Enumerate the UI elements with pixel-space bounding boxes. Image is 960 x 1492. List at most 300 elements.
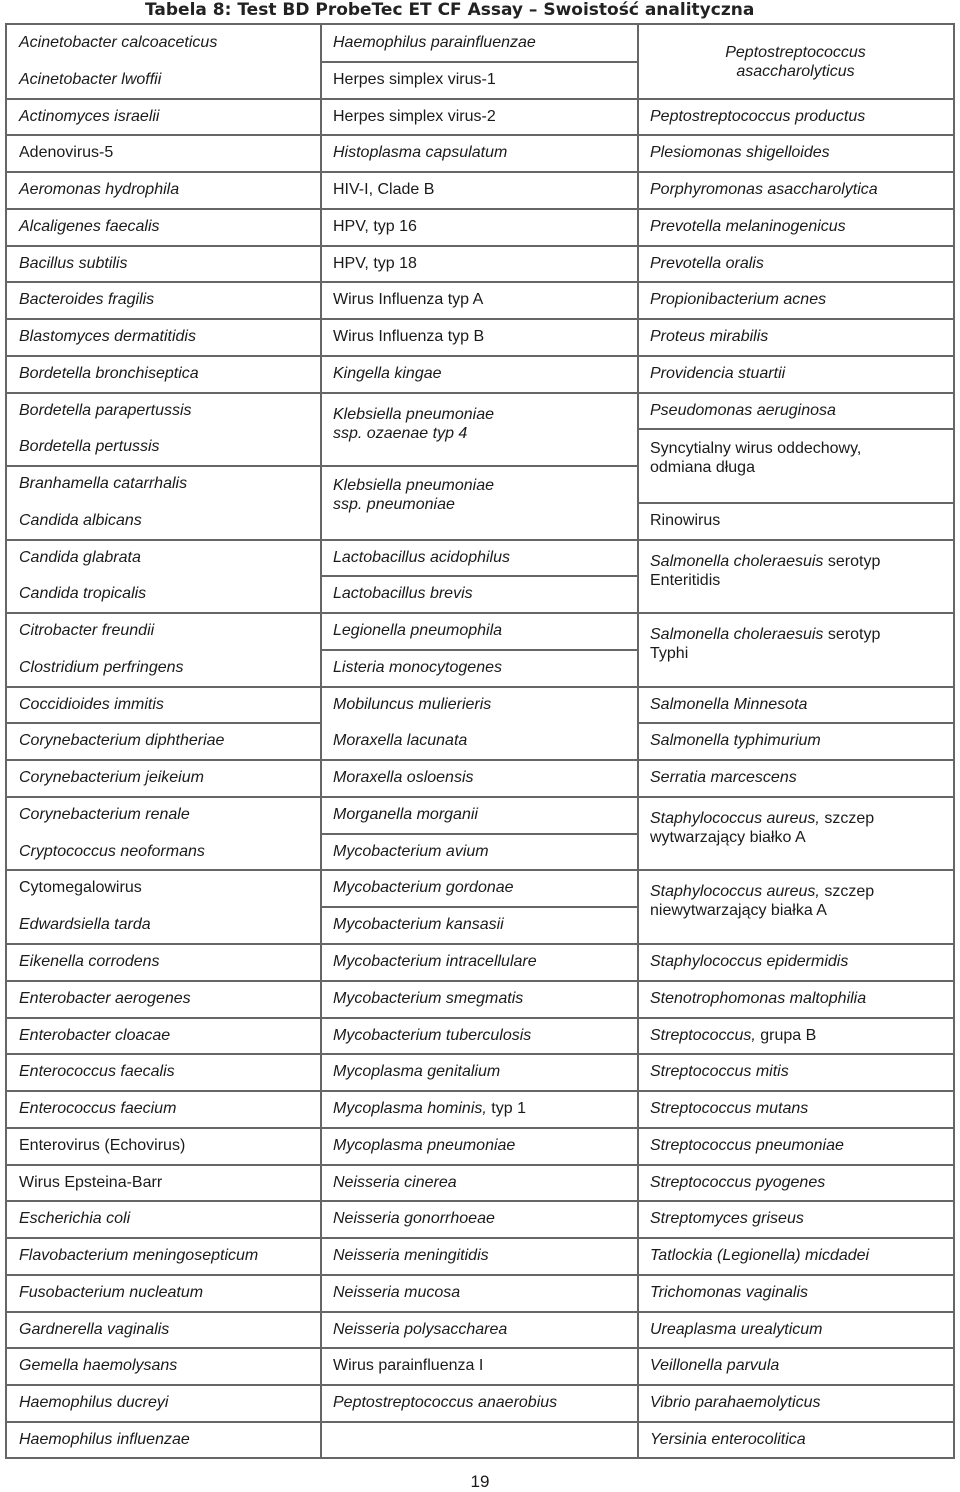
cell-text: Typhi — [650, 645, 689, 662]
organism-cell — [7, 1275, 321, 1312]
organism-cell — [321, 1091, 638, 1128]
cell-text: niewytwarzający białka A — [650, 902, 827, 919]
organism-cell — [638, 503, 953, 540]
cell-text: Branhamella catarrhalis — [19, 475, 188, 492]
organism-cell — [7, 172, 321, 209]
table-rule — [321, 245, 638, 247]
organism-cell — [7, 1128, 321, 1165]
table-rule — [7, 869, 321, 871]
organism-cell — [638, 540, 953, 613]
cell-text: szczep — [824, 883, 875, 900]
organism-cell — [638, 172, 953, 209]
cell-text: Gemella haemolysans — [19, 1357, 178, 1374]
organism-cell — [321, 1165, 638, 1201]
cell-text: Salmonella choleraesuis — [650, 553, 824, 570]
cell-text: Porphyromonas asaccharolytica — [650, 181, 878, 198]
organism-cell — [321, 393, 638, 466]
organism-cell — [7, 503, 321, 540]
table-rule — [7, 318, 321, 320]
table-rule — [321, 1311, 638, 1313]
cell-text: Salmonella typhimurium — [650, 732, 821, 749]
organism-cell — [321, 135, 638, 172]
organism-cell — [321, 1385, 638, 1422]
cell-text: Streptococcus pneumoniae — [650, 1137, 844, 1154]
organism-cell — [638, 944, 953, 981]
cell-text: serotyp — [827, 626, 881, 643]
cell-text: Staphylococcus aureus, — [650, 810, 820, 827]
cell-text: typ 1 — [491, 1100, 526, 1117]
organism-cell — [7, 319, 321, 356]
table-rule — [7, 759, 321, 761]
table-rule — [638, 502, 953, 504]
table-rule — [321, 649, 638, 651]
organism-cell — [321, 613, 638, 650]
table-rule — [321, 1421, 638, 1423]
organism-cell — [638, 1275, 953, 1312]
organism-cell — [321, 466, 638, 540]
cell-text: Candida tropicalis — [19, 585, 147, 602]
table-rule — [7, 465, 321, 467]
cell-text: Alcaligenes faecalis — [19, 218, 160, 235]
table-rule — [321, 575, 638, 577]
organism-cell — [7, 797, 321, 834]
cell-text: Blastomyces dermatitidis — [19, 328, 196, 345]
table-rule — [7, 1164, 321, 1166]
cell-text: Streptococcus mitis — [650, 1063, 789, 1080]
organism-cell — [7, 1054, 321, 1091]
table-rule — [7, 612, 321, 614]
cell-text: Mycobacterium avium — [333, 843, 489, 860]
cell-text: Plesiomonas shigelloides — [650, 144, 830, 161]
cell-text: Peptostreptococcus — [725, 44, 866, 61]
organism-cell — [638, 760, 953, 797]
organism-cell — [7, 687, 321, 723]
cell-text: Lactobacillus acidophilus — [333, 549, 510, 566]
table-rule — [321, 686, 638, 688]
cell-text: Prevotella melaninogenicus — [650, 218, 846, 235]
organism-cell — [7, 870, 321, 907]
table-rule — [7, 171, 321, 173]
cell-text: Enterovirus (Echovirus) — [19, 1137, 186, 1154]
cell-text: Veillonella parvula — [650, 1357, 780, 1374]
cell-text: Haemophilus influenzae — [19, 1431, 190, 1448]
cell-text: Mycobacterium smegmatis — [333, 990, 524, 1007]
table-rule — [321, 759, 638, 761]
organism-cell — [7, 466, 321, 503]
table-rule — [638, 1200, 953, 1202]
table-rule — [638, 1053, 953, 1055]
organism-cell — [7, 650, 321, 687]
table-rule — [7, 1053, 321, 1055]
organism-cell — [321, 356, 638, 393]
table-rule — [321, 1237, 638, 1239]
cell-text: Candida albicans — [19, 512, 142, 529]
cell-text: Clostridium perfringens — [19, 659, 184, 676]
cell-text: Enterococcus faecium — [19, 1100, 177, 1117]
specificity-table — [5, 23, 955, 1459]
cell-text: Bordetella bronchiseptica — [19, 365, 199, 382]
table-rule — [7, 1347, 321, 1349]
organism-cell — [321, 540, 638, 576]
organism-cell — [7, 1018, 321, 1054]
cell-text: Mycobacterium tuberculosis — [333, 1027, 532, 1044]
table-rule — [638, 1164, 953, 1166]
table-rule — [638, 1274, 953, 1276]
table-rule — [321, 98, 638, 100]
cell-text: Mycobacterium intracellulare — [333, 953, 537, 970]
page-number: 19 — [470, 1472, 490, 1491]
cell-text: Streptomyces griseus — [650, 1210, 804, 1227]
organism-cell — [321, 576, 638, 613]
cell-text: Neisseria cinerea — [333, 1174, 457, 1191]
organism-cell — [7, 723, 321, 760]
organism-cell — [7, 1348, 321, 1385]
cell-text: Pseudomonas aeruginosa — [650, 402, 836, 419]
cell-text: Salmonella Minnesota — [650, 696, 808, 713]
cell-text: Corynebacterium renale — [19, 806, 190, 823]
table-rule — [638, 171, 953, 173]
cell-text: Staphylococcus epidermidis — [650, 953, 849, 970]
cell-text: Corynebacterium diphtheriae — [19, 732, 225, 749]
cell-text: Vibrio parahaemolyticus — [650, 1394, 821, 1411]
table-rule — [320, 25, 322, 1457]
cell-text: Acinetobacter lwoffii — [19, 71, 162, 88]
table-rule — [638, 98, 953, 100]
cell-text: Eikenella corrodens — [19, 953, 160, 970]
cell-text: Legionella pneumophila — [333, 622, 503, 639]
organism-cell — [638, 1054, 953, 1091]
cell-text: Klebsiella pneumoniae — [333, 477, 494, 494]
table-rule — [321, 1274, 638, 1276]
cell-text: Rinowirus — [650, 512, 721, 529]
organism-cell — [7, 356, 321, 393]
table-rule — [638, 392, 953, 394]
table-rule — [7, 1237, 321, 1239]
cell-text: Wirus parainfluenza I — [333, 1357, 484, 1374]
organism-cell — [638, 356, 953, 393]
table-rule — [7, 98, 321, 100]
organism-cell — [638, 1128, 953, 1165]
table-rule — [7, 980, 321, 982]
cell-text: ssp. ozaenae typ 4 — [333, 425, 468, 442]
table-rule — [7, 796, 321, 798]
table-rule — [7, 281, 321, 283]
cell-text: Enteritidis — [650, 572, 721, 589]
organism-cell — [638, 135, 953, 172]
cell-text: Syncytialny wirus oddechowy, — [650, 440, 862, 457]
organism-cell — [638, 687, 953, 723]
cell-text: Mycoplasma genitalium — [333, 1063, 501, 1080]
table-rule — [638, 428, 953, 430]
cell-text: Mycoplasma hominis, — [333, 1100, 487, 1117]
table-rule — [638, 1127, 953, 1129]
table-rule — [638, 134, 953, 136]
table-rule — [321, 1017, 638, 1019]
cell-text: Salmonella choleraesuis — [650, 626, 824, 643]
table-rule — [7, 1384, 321, 1386]
organism-cell — [638, 1422, 953, 1459]
cell-text: Prevotella oralis — [650, 255, 764, 272]
organism-cell — [321, 797, 638, 834]
organism-cell — [7, 282, 321, 319]
organism-cell — [7, 1238, 321, 1275]
cell-text: Klebsiella pneumoniae — [333, 406, 494, 423]
table-rule — [638, 208, 953, 210]
cell-text: Lactobacillus brevis — [333, 585, 473, 602]
cell-text: Actinomyces israelii — [19, 108, 160, 125]
cell-text: Acinetobacter calcoaceticus — [19, 34, 218, 51]
cell-text: Edwardsiella tarda — [19, 916, 151, 933]
organism-cell — [321, 1201, 638, 1238]
table-rule — [7, 539, 321, 541]
cell-text: HPV, typ 18 — [333, 255, 417, 272]
organism-cell — [7, 907, 321, 944]
organism-cell — [7, 540, 321, 576]
table-rule — [321, 869, 638, 871]
organism-cell — [638, 1091, 953, 1128]
table-rule — [321, 539, 638, 541]
table-rule — [637, 25, 639, 1457]
table-rule — [7, 355, 321, 357]
cell-text: Adenovirus-5 — [19, 144, 114, 161]
organism-cell — [638, 1238, 953, 1275]
organism-cell — [321, 1238, 638, 1275]
organism-cell — [321, 1312, 638, 1348]
cell-text: Proteus mirabilis — [650, 328, 769, 345]
organism-cell — [321, 25, 638, 62]
table-rule — [7, 943, 321, 945]
cell-text: grupa B — [760, 1027, 817, 1044]
organism-cell — [7, 209, 321, 246]
cell-text: Cytomegalowirus — [19, 879, 142, 896]
organism-cell — [321, 723, 638, 760]
table-rule — [638, 318, 953, 320]
table-rule — [321, 1200, 638, 1202]
table-rule — [321, 1090, 638, 1092]
organism-cell — [638, 1201, 953, 1238]
table-rule — [321, 1384, 638, 1386]
table-rule — [7, 1127, 321, 1129]
organism-cell — [638, 393, 953, 429]
organism-cell — [7, 613, 321, 650]
organism-cell — [321, 99, 638, 135]
organism-cell — [321, 246, 638, 282]
cell-text: Bordetella parapertussis — [19, 402, 192, 419]
cell-text: Herpes simplex virus-2 — [333, 108, 496, 125]
cell-text: Herpes simplex virus-1 — [333, 71, 496, 88]
table-rule — [638, 355, 953, 357]
table-rule — [7, 1200, 321, 1202]
cell-text: Propionibacterium acnes — [650, 291, 827, 308]
table-rule — [638, 686, 953, 688]
organism-cell — [638, 1348, 953, 1385]
cell-text: Moraxella osloensis — [333, 769, 474, 786]
organism-cell — [638, 613, 953, 687]
organism-cell — [638, 797, 953, 870]
table-rule — [7, 1311, 321, 1313]
table-rule — [638, 1347, 953, 1349]
organism-cell — [321, 172, 638, 209]
table-rule — [321, 943, 638, 945]
cell-text: Mobiluncus mulierieris — [333, 696, 492, 713]
cell-text: Streptococcus mutans — [650, 1100, 809, 1117]
cell-text: Aeromonas hydrophila — [19, 181, 180, 198]
cell-text: Histoplasma capsulatum — [333, 144, 508, 161]
table-rule — [7, 392, 321, 394]
table-rule — [321, 1053, 638, 1055]
table-rule — [321, 465, 638, 467]
table-rule — [321, 134, 638, 136]
cell-text: Peptostreptococcus anaerobius — [333, 1394, 558, 1411]
cell-text: Corynebacterium jeikeium — [19, 769, 204, 786]
organism-cell — [7, 576, 321, 613]
organism-cell — [321, 834, 638, 870]
organism-cell — [7, 760, 321, 797]
cell-text: Listeria monocytogenes — [333, 659, 502, 676]
table-rule — [321, 318, 638, 320]
table-rule — [638, 1237, 953, 1239]
table-rule — [7, 134, 321, 136]
cell-text: Trichomonas vaginalis — [650, 1284, 808, 1301]
cell-text: Fusobacterium nucleatum — [19, 1284, 204, 1301]
organism-cell — [7, 944, 321, 981]
organism-cell — [7, 25, 321, 62]
cell-text: Escherichia coli — [19, 1210, 131, 1227]
cell-text: Haemophilus ducreyi — [19, 1394, 169, 1411]
table-rule — [7, 1274, 321, 1276]
table-rule — [7, 1017, 321, 1019]
organism-cell — [321, 650, 638, 687]
table-rule — [638, 245, 953, 247]
table-rule — [7, 1090, 321, 1092]
cell-text: HIV-I, Clade B — [333, 181, 435, 198]
table-rule — [321, 281, 638, 283]
table-rule — [321, 61, 638, 63]
cell-text: Flavobacterium meningosepticum — [19, 1247, 259, 1264]
table-rule — [638, 980, 953, 982]
cell-text: Moraxella lacunata — [333, 732, 468, 749]
organism-cell — [7, 1165, 321, 1201]
cell-text: serotyp — [827, 553, 881, 570]
organism-cell — [7, 1385, 321, 1422]
organism-cell — [7, 1091, 321, 1128]
organism-cell — [7, 981, 321, 1018]
cell-text: Wirus Influenza typ A — [333, 291, 484, 308]
organism-cell — [638, 319, 953, 356]
table-rule — [638, 943, 953, 945]
table-rule — [638, 1090, 953, 1092]
organism-cell — [638, 99, 953, 135]
table-rule — [7, 1421, 321, 1423]
organism-cell — [638, 429, 953, 503]
table-rule — [638, 1017, 953, 1019]
table-rule — [321, 171, 638, 173]
table-rule — [638, 759, 953, 761]
cell-text: Providencia stuartii — [650, 365, 786, 382]
organism-cell — [7, 246, 321, 282]
table-rule — [638, 281, 953, 283]
organism-cell — [638, 246, 953, 282]
organism-cell — [321, 319, 638, 356]
cell-text: Enterobacter cloacae — [19, 1027, 171, 1044]
cell-text: Neisseria gonorrhoeae — [333, 1210, 495, 1227]
table-rule — [321, 1347, 638, 1349]
organism-cell — [7, 1422, 321, 1459]
cell-text: Morganella morganii — [333, 806, 478, 823]
organism-cell — [321, 62, 638, 99]
table-rule — [7, 245, 321, 247]
organism-cell — [638, 1312, 953, 1348]
table-rule — [638, 722, 953, 724]
cell-text: Neisseria mucosa — [333, 1284, 461, 1301]
organism-cell — [638, 1018, 953, 1054]
table-rule — [321, 392, 638, 394]
organism-cell — [638, 25, 953, 99]
table-rule — [321, 208, 638, 210]
cell-text: Candida glabrata — [19, 549, 141, 566]
cell-text: Streptococcus pyogenes — [650, 1174, 826, 1191]
cell-text: Mycoplasma pneumoniae — [333, 1137, 516, 1154]
cell-text: Stenotrophomonas maltophilia — [650, 990, 867, 1007]
cell-text: Citrobacter freundii — [19, 622, 155, 639]
organism-cell — [321, 209, 638, 246]
cell-text: odmiana długa — [650, 459, 755, 476]
organism-cell — [321, 1018, 638, 1054]
organism-cell — [321, 907, 638, 944]
cell-text: Wirus Influenza typ B — [333, 328, 485, 345]
organism-cell — [7, 834, 321, 870]
organism-cell — [638, 981, 953, 1018]
organism-cell — [638, 1165, 953, 1201]
table-rule — [7, 686, 321, 688]
cell-text: Staphylococcus aureus, — [650, 883, 820, 900]
table-rule — [638, 612, 953, 614]
cell-text: Tatlockia (Legionella) micdadei — [650, 1247, 870, 1264]
organism-cell — [321, 944, 638, 981]
table-rule — [321, 796, 638, 798]
table-rule — [638, 1384, 953, 1386]
cell-text: Cryptococcus neoformans — [19, 843, 205, 860]
cell-text: ssp. pneumoniae — [333, 496, 455, 513]
organism-cell — [7, 1201, 321, 1238]
cell-text: Kingella kingae — [333, 365, 442, 382]
cell-text: Neisseria meningitidis — [333, 1247, 489, 1264]
cell-text: Haemophilus parainfluenzae — [333, 34, 536, 51]
organism-cell — [638, 282, 953, 319]
organism-cell — [638, 723, 953, 760]
organism-cell — [321, 870, 638, 907]
cell-text: Streptococcus, — [650, 1027, 756, 1044]
table-rule — [7, 208, 321, 210]
cell-text: szczep — [824, 810, 875, 827]
organism-cell — [638, 1385, 953, 1422]
table-rule — [321, 980, 638, 982]
cell-text: Enterococcus faecalis — [19, 1063, 175, 1080]
cell-text: Neisseria polysaccharea — [333, 1321, 508, 1338]
table-rule — [321, 612, 638, 614]
organism-cell — [7, 99, 321, 135]
organism-cell — [321, 1348, 638, 1385]
cell-text: Yersinia enterocolitica — [650, 1431, 806, 1448]
table-rule — [638, 539, 953, 541]
table-rule — [321, 1164, 638, 1166]
organism-cell — [321, 1275, 638, 1312]
organism-cell — [321, 282, 638, 319]
organism-cell — [321, 1054, 638, 1091]
cell-text: Peptostreptococcus productus — [650, 108, 866, 125]
cell-text: wytwarzający białko A — [650, 829, 806, 846]
cell-text: HPV, typ 16 — [333, 218, 417, 235]
